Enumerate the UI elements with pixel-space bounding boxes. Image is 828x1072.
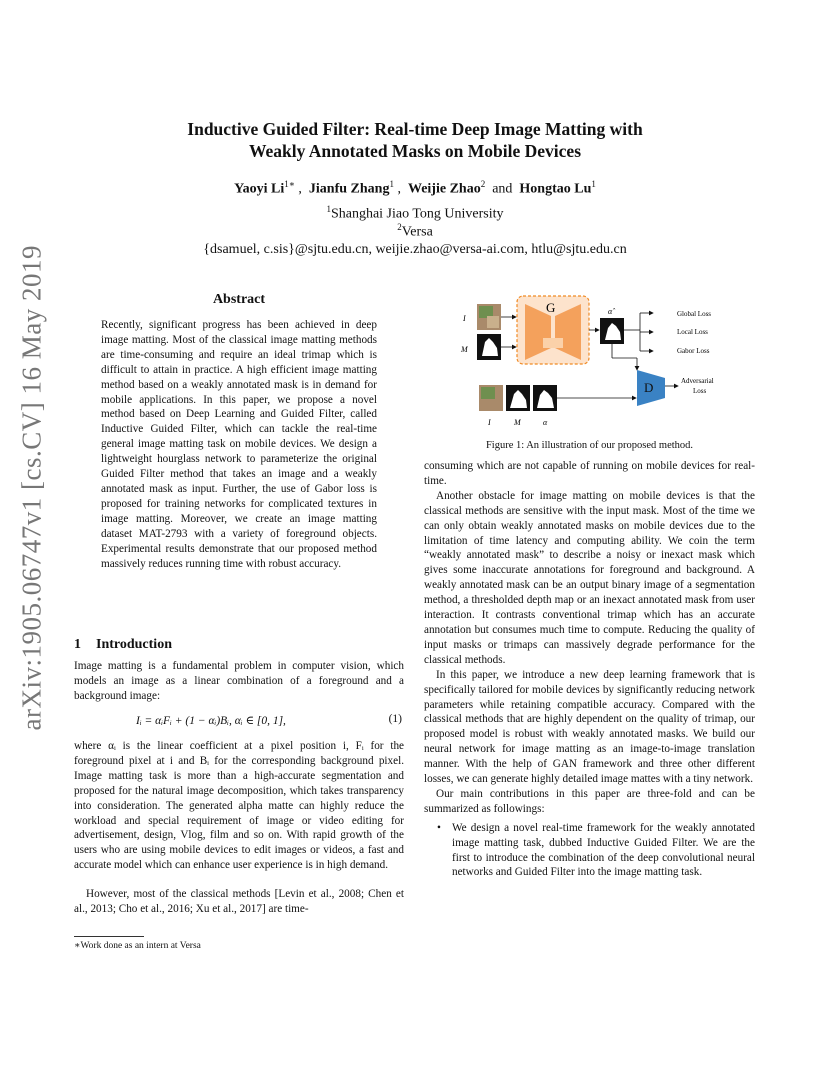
section-title: Introduction	[96, 637, 172, 652]
label-gabor-loss: Gabor Loss	[677, 347, 710, 355]
author-1-sup: 1∗	[284, 179, 295, 189]
equation-number: (1)	[388, 713, 402, 725]
label-D: D	[644, 380, 654, 395]
affiliation-1	[120, 204, 710, 223]
right-column-text	[424, 459, 755, 880]
contribution-item: • We design a novel real-time framework for the weakly annotated image matting task, dubbed Inductive Guided Filter. We are the first to introduce the combination of the deep convolutional neural networks and Guided Filter into the image matting task.	[424, 821, 755, 881]
contribution-list	[424, 821, 755, 881]
author-emails: {dsamuel, c.sis}@sjtu.edu.cn, weijie.zhao@versa-ai.com, htlu@sjtu.edu.cn	[203, 242, 627, 257]
author-list: Yaoyi $Li^{1∗}$ , Jianfu Zhang$^1$ , Weijie Zhao$^2$ and Hongtao Lu$^1$	[234, 179, 596, 197]
label-M: M	[461, 345, 468, 354]
footnote-rule	[74, 936, 144, 937]
affiliation-1-sup: 1	[326, 204, 331, 214]
section-heading-introduction	[74, 637, 172, 653]
author-3-sup: 2	[480, 179, 486, 189]
right-p4: Our main contributions in this paper are three-fold and can be summarized as followings:	[424, 787, 755, 815]
author-2: Jianfu Zhang	[308, 181, 390, 197]
author-3: Weijie Zhao	[407, 181, 481, 197]
right-p1: consuming which are not capable of running on mobile devices for real-time.	[424, 460, 755, 487]
right-p2: Another obstacle for image matting on mobile devices is that the classical methods are sensitive with the input mask. Most of the time we can only obtain weakly annotated masks on mobile devices due to the limitation of time latency and computing ability. We coin the term “weakly annotated mask” to describe a noisy or inexact mask which gives some inaccurate annotations for foreground and background. A weakly annotated mask can be an output binary image of a segmentation method, a thresholded depth map or an inexact annotated mask from user interaction. It contrasts conventional trimap which has an accurate annotation but consumes much time to compute. Reducing the quality of input masks or trimaps can massively degrade performance for the classical methods.	[424, 489, 755, 666]
figure-1-diagram	[455, 290, 775, 435]
arxiv-stamp: arXiv:1905.06747v1 [cs.CV] 16 May 2019	[16, 245, 47, 731]
equation-formula: Iᵢ = αᵢFᵢ + (1 − αᵢ)Bᵢ, αᵢ ∈ [0, 1],	[136, 715, 286, 727]
author-and: and	[492, 181, 513, 197]
footnote: ∗Work done as an intern at Versa	[74, 941, 201, 951]
affiliation-2-sup: 2	[397, 222, 402, 232]
affiliation-1-name: Shanghai Jiao Tong University	[330, 206, 504, 222]
paper-title	[120, 118, 710, 162]
label-adversarial-loss: Loss	[693, 387, 707, 395]
author-2-sup: 1	[389, 179, 394, 189]
label-local-loss: Local Loss	[677, 328, 708, 336]
bottom-label-I: I	[488, 418, 491, 427]
abstract-text	[101, 318, 377, 571]
abstract-heading: Abstract	[212, 292, 266, 307]
title-line-2: Weakly Annotated Masks on Mobile Devices	[248, 141, 582, 161]
label-adversarial: Adversarial	[681, 377, 714, 385]
intro-p2-text: where αᵢ is the linear coefficient at a pixel position i, Fᵢ for the foreground pixel at i and Bᵢ for the corresponding background pixel. Image matting task is more than a high-accurate segmentation and proposed for the natural image decomposition, which takes transparency into consideration. The generated alpha matte can highly reduce the workload and special requirement of image or video editing for advertisement, design, Vlog, film and so on. With rapid growth of the users who are using mobile devices to edit images or videos, a fast and accurate model which can enhance user experience is in high demand.	[74, 740, 404, 872]
intro-p1-text: Image matting is a fundamental problem in computer vision, which models an image as a linear combination of a foreground and a background image:	[74, 660, 404, 702]
abstract-body: Recently, significant progress has been achieved in deep image matting. Most of the classical image matting methods are time-consuming and require an ideal trimap which is difficult to attain in practice. A high efficient image matting method based on a weakly annotated mask is in demand for mobile applications. In this paper, we propose a novel method based on Deep Learning and Guided Filter, called Inductive Guided Filter, which can tackle the real-time general image matting task on mobile devices. We design a lightweight hourglass network to parameterize the original Guided Filter method that takes an image and a weakly annotated mask as input. Further, the use of Gabor loss is proposed for training networks for complicated textures in image matting. Moreover, we create an image matting dataset MAT-2793 with a variety of foreground objects. Experimental results demonstrate that our proposed method massively reduces running time with robust accuracy.	[101, 319, 377, 570]
affiliation-2-name: Versa	[401, 224, 433, 240]
intro-paragraph-1	[74, 659, 404, 704]
right-p3: In this paper, we introduce a new deep learning framework that is specifically tailored for mobile devices by significantly reducing network parameters while retaining compatible accuracy. Compared with the classical methods that are highly dependent on the quality of trimap, our proposed model is robust with weakly annotated masks. We build our neural network for image matting as an image-to-image translation manner. With the help of GAN framework and three other different losses, we can generate highly detailed image mattes with a tiny network.	[424, 668, 755, 786]
figure-1-caption: Figure 1: An illustration of our proposed method.	[485, 440, 694, 451]
label-G: G	[546, 300, 556, 315]
author-4-sup: 1	[591, 179, 596, 189]
label-I: I	[463, 314, 466, 323]
intro-paragraph-2	[74, 739, 404, 873]
section-number: 1	[74, 637, 81, 652]
bottom-label-M: M	[514, 418, 521, 427]
author-1: Yaoyi Li	[234, 181, 285, 197]
label-global-loss: Global Loss	[677, 310, 712, 318]
author-4: Hongtao Lu	[519, 181, 592, 197]
intro-p3-text: However, most of the classical methods [Levin et al., 2008; Chen et al., 2013; Cho et al., 2016; Xu et al., 2017] are time-	[74, 888, 404, 915]
bottom-label-alpha: α	[543, 418, 548, 427]
title-line-1: Inductive Guided Filter: Real-time Deep Image Matting with	[187, 119, 643, 139]
label-alpha-hat: α̂	[608, 307, 613, 316]
affiliation-2	[120, 222, 710, 241]
intro-paragraph-3	[74, 887, 404, 917]
